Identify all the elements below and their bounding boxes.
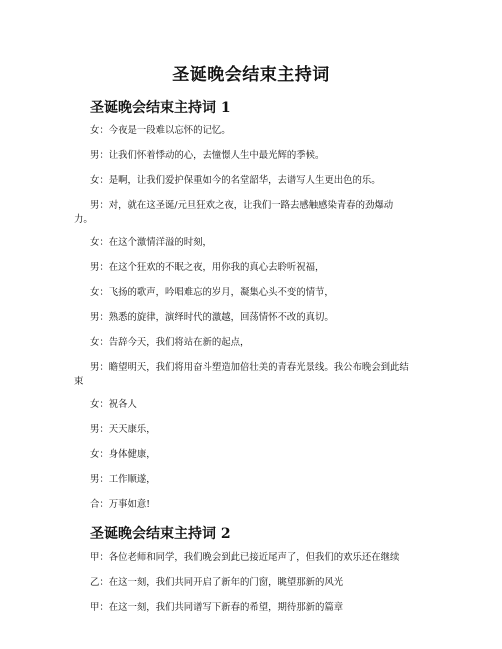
dialogue-line: 男：对，就在这圣诞/元旦狂欢之夜，让我们一路去感触感染青春的劲爆动	[90, 200, 394, 211]
dialogue-line: 男：熟悉的旋律，演绎时代的激越，回荡情怀不改的真切。	[90, 312, 334, 323]
dialogue-line: 女：祝各人	[90, 399, 137, 410]
dialogue-line: 合：万事如意!	[90, 499, 151, 510]
dialogue-line: 女：今夜是一段难以忘怀的记忆。	[90, 125, 231, 136]
dialogue-line: 女：在这个激情洋溢的时刻，	[90, 237, 212, 248]
dialogue-line: 男：天天康乐，	[90, 424, 156, 435]
dialogue-line-continuation: 束	[74, 376, 84, 387]
dialogue-line: 女：告辞今天，我们将站在新的起点，	[90, 337, 250, 348]
dialogue-line: 男：瞻望明天，我们将用奋斗塑造加倍壮美的青春光景线。我公布晚会到此结	[90, 362, 409, 373]
section-1-title: 圣诞晚会结束主持词 1	[90, 100, 231, 116]
dialogue-line: 甲：各位老师和同学，我们晚会到此已接近尾声了，但我们的欢乐还在继续	[90, 552, 400, 563]
dialogue-line: 男：让我们怀着悸动的心，去憧憬人生中最光辉的季候。	[90, 150, 325, 161]
dialogue-line-continuation: 力。	[74, 214, 93, 225]
dialogue-line: 乙：在这一刻，我们共同开启了新年的门窗，眺望那新的风光	[90, 577, 344, 588]
dialogue-line: 男：工作顺遂，	[90, 474, 156, 485]
dialogue-line: 女：飞扬的歌声，吟唱难忘的岁月，凝集心头不变的情节，	[90, 287, 334, 298]
dialogue-line: 女：是啊，让我们爱护保重如今的名堂韶华，去谱写人生更出色的乐。	[90, 175, 381, 186]
dialogue-line: 甲：在这一刻，我们共同谱写下新春的希望，期待那新的篇章	[90, 602, 344, 613]
dialogue-line: 男：在这个狂欢的不眠之夜，用你我的真心去聆听祝福，	[90, 262, 325, 273]
section-2-title: 圣诞晚会结束主持词 2	[90, 526, 231, 542]
document-title: 圣诞晚会结束主持词	[172, 65, 330, 85]
dialogue-line: 女：身体健康，	[90, 449, 156, 460]
